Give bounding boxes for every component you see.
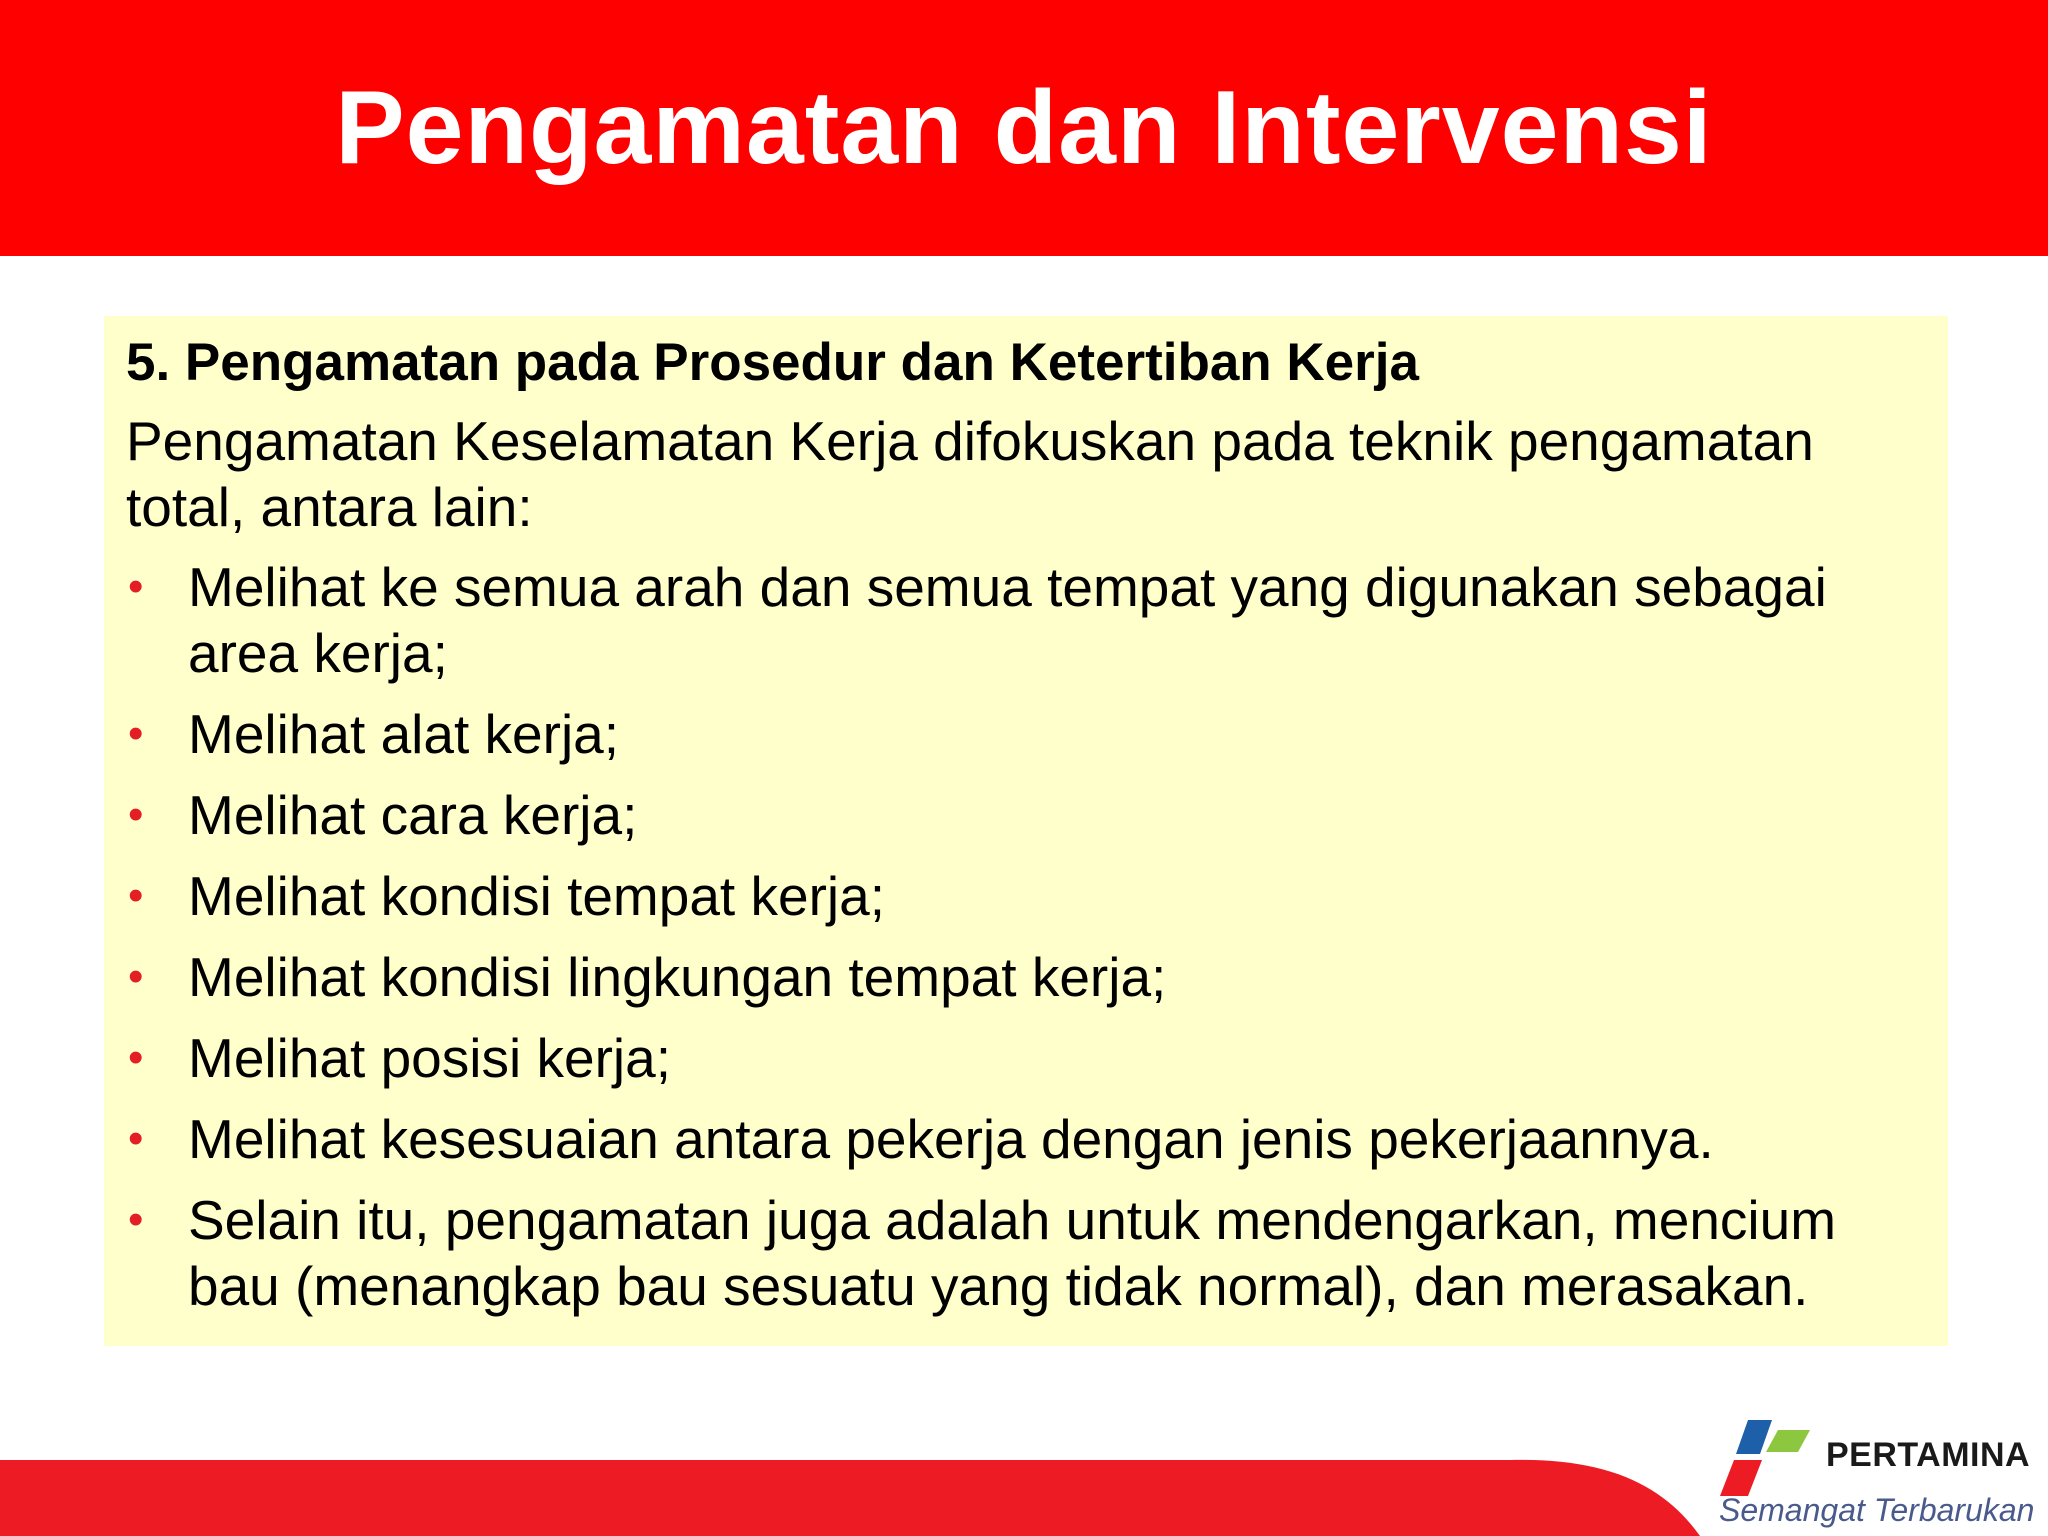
intro-text: Pengamatan Keselamatan Kerja difokuskan pada teknik pengamatan total, antara lain: — [126, 410, 1814, 538]
bullet-marker: • — [128, 1033, 144, 1082]
bullet-text: Melihat kondisi lingkungan tempat kerja; — [188, 946, 1167, 1008]
brand-block — [1716, 1412, 2038, 1532]
bullet-text: Melihat posisi kerja; — [188, 1027, 671, 1089]
bullet-item — [126, 1025, 1928, 1091]
bullet-marker: • — [128, 952, 144, 1001]
bullet-marker: • — [128, 790, 144, 839]
bullet-marker: • — [128, 709, 144, 758]
bullet-text: Melihat alat kerja; — [188, 703, 620, 765]
bullet-marker: • — [128, 1114, 144, 1163]
section-heading: 5. Pengamatan pada Prosedur dan Ketertiban Kerja — [126, 333, 1419, 392]
brand-tagline: Semangat Terbarukan — [1719, 1492, 2035, 1528]
slide-title: Pengamatan dan Intervensi — [335, 70, 1713, 186]
pertamina-logo-icon — [1716, 1414, 1812, 1500]
bullet-text: Melihat ke semua arah dan semua tempat yang digunakan sebagai area kerja; — [188, 556, 1827, 684]
bullet-list — [126, 554, 1928, 1319]
bullet-marker: • — [128, 1195, 144, 1244]
header-bar — [0, 0, 2048, 256]
bullet-item — [126, 701, 1928, 767]
bullet-text: Melihat cara kerja; — [188, 784, 638, 846]
bullet-text: Selain itu, pengamatan juga adalah untuk mendengarkan, mencium bau (menangkap bau sesuatu yang tidak normal), dan merasakan. — [188, 1189, 1837, 1317]
bullet-item — [126, 1187, 1928, 1319]
bullet-item — [126, 554, 1928, 686]
bullet-item — [126, 863, 1928, 929]
content-box — [104, 316, 1948, 1346]
brand-name: PERTAMINA — [1826, 1436, 2031, 1474]
bullet-marker: • — [128, 871, 144, 920]
bullet-text: Melihat kondisi tempat kerja; — [188, 865, 885, 927]
bullet-marker: • — [128, 562, 144, 611]
bullet-item — [126, 1106, 1928, 1172]
bullet-item — [126, 782, 1928, 848]
bullet-text: Melihat kesesuaian antara pekerja dengan jenis pekerjaannya. — [188, 1108, 1714, 1170]
bullet-item — [126, 944, 1928, 1010]
